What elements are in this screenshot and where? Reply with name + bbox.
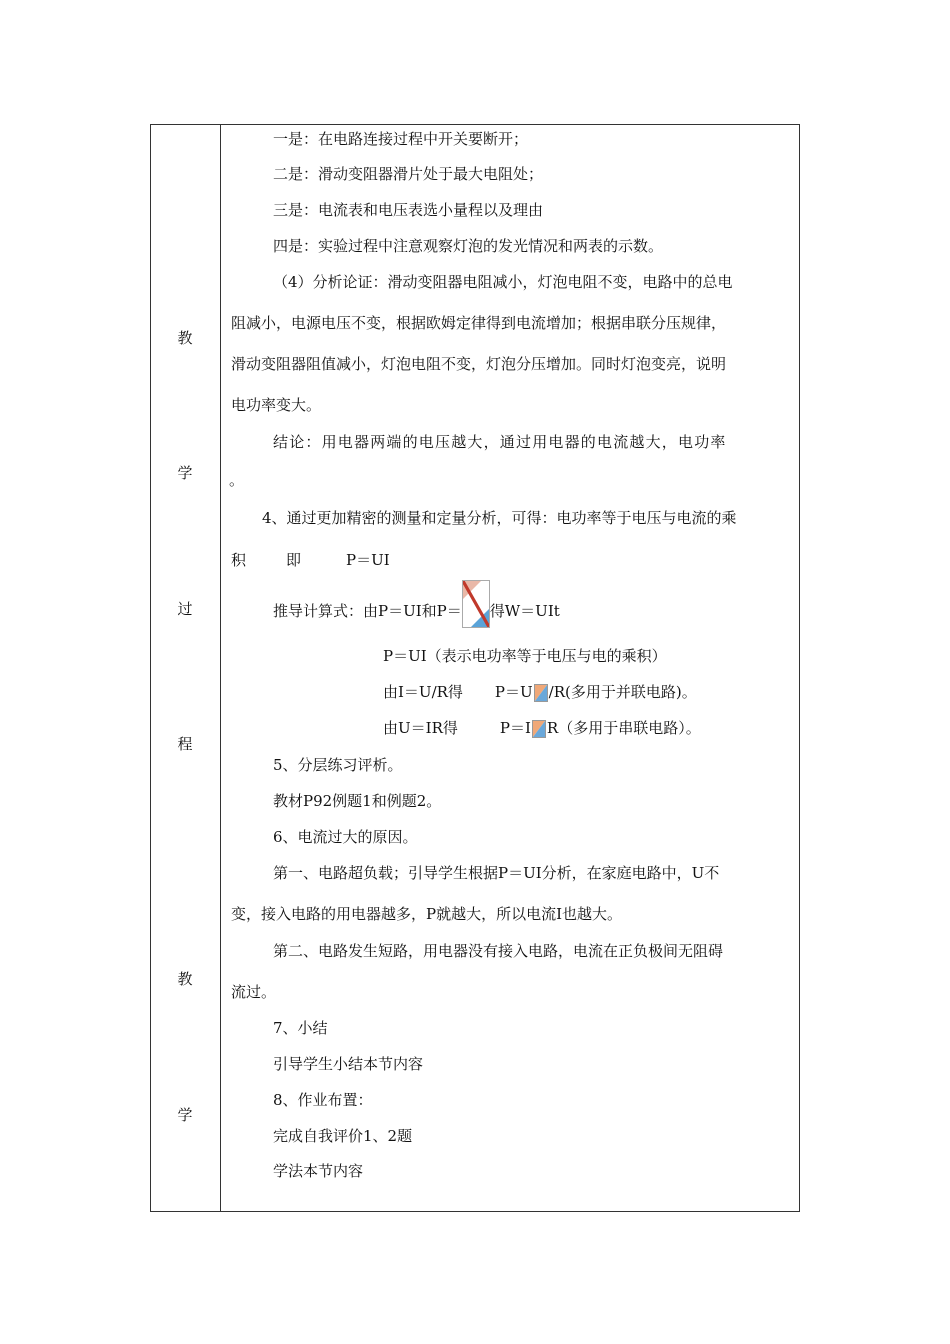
section-6-cause-2-line-2: 流过。 [231,983,277,1001]
formula-3 [383,718,701,738]
side-label-3: 过 [177,600,193,618]
section-8: 8、作业布置： [273,1091,373,1109]
analysis-line-1: （4）分析论证：滑动变阻器电阻减小，灯泡电阻不变，电路中的总电 [273,273,733,291]
formula-2-p: P＝U [494,683,533,701]
squared-image-2 [532,720,546,738]
section-5-textbook: 教材P92例题1和例题2。 [273,792,442,810]
side-label-2: 学 [177,464,193,482]
column-divider [220,124,221,1212]
conclusion-line-2: 。 [229,471,245,489]
side-label-4: 程 [177,735,193,753]
formula-1 [383,646,667,666]
side-label-5: 教 [177,970,193,988]
section-6: 6、电流过大的原因。 [273,828,418,846]
analysis-line-4: 电功率变大。 [231,396,322,414]
formula-2-condition: 由I＝U/R得 [383,683,463,701]
section-6-cause-2-line-1: 第二、电路发生短路，用电器没有接入电路，电流在正负极间无阻碍 [273,942,724,960]
formula-3-condition: 由U＝IR得 [383,719,458,737]
formula-image-slash [463,581,489,627]
formula-2-rest: /R(多用于并联电路)。 [548,683,697,701]
section-4-line-1: 4、通过更加精密的测量和定量分析，可得：电功率等于电压与电流的乘 [262,509,737,527]
derivation-line [273,596,560,628]
point-one: 一是：在电路连接过程中开关要断开； [273,130,529,148]
section-4-namely-text: 即 [286,551,302,569]
section-6-cause-1-line-2: 变，接入电路的用电器越多，P就越大，所以电流I也越大。 [231,905,623,923]
formula-2 [383,682,697,702]
formula-3-p: P＝I [499,719,531,737]
section-6-cause-1-line-1: 第一、电路超负载；引导学生根据P＝UI分析，在家庭电路中，U不 [273,864,720,882]
side-label-1: 教 [177,329,193,347]
squared-image [534,684,548,702]
section-5: 5、分层练习评析。 [273,756,403,774]
formula-3-rest: R（多用于串联电路）。 [546,719,701,737]
section-7-text: 引导学生小结本节内容 [273,1055,424,1073]
point-three: 三是：电流表和电压表选小量程以及理由 [273,201,544,219]
section-7: 7、小结 [273,1019,328,1037]
section-4-ji-text: 积 [231,551,247,569]
section-4-line-2 [231,550,390,570]
formula-image [462,580,490,628]
power-formula: P＝UI [346,551,390,569]
side-label-6: 学 [177,1106,193,1124]
derivation-text-a: 推导计算式：由P＝UI和P＝ [273,602,462,620]
derivation-text-b: 得W＝UIt [489,602,560,620]
conclusion-line-1: 结论：用电器两端的电压越大，通过用电器的电流越大，电功率 [273,433,727,451]
formula-1-text: P＝UI（表示电功率等于电压与电的乘积） [383,647,667,665]
section-8-item-1: 完成自我评价1、2题 [273,1127,413,1145]
section-8-item-2: 学法本节内容 [273,1162,364,1180]
analysis-line-2: 阻减小，电源电压不变，根据欧姆定律得到电流增加；根据串联分压规律， [231,314,727,332]
point-two: 二是：滑动变阻器滑片处于最大电阻处； [273,165,544,183]
point-four: 四是：实验过程中注意观察灯泡的发光情况和两表的示数。 [273,237,664,255]
analysis-line-3: 滑动变阻器阻值减小，灯泡电阻不变，灯泡分压增加。同时灯泡变亮，说明 [231,355,727,373]
